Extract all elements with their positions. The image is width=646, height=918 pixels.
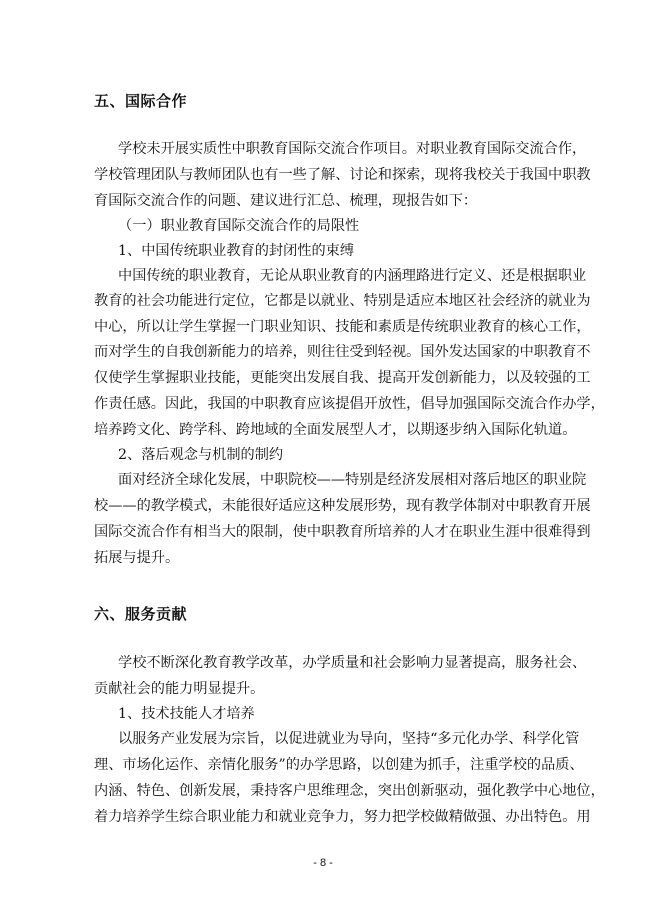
item-title: 1、技术技能人才培养	[118, 706, 255, 722]
paragraph-line: 国际交流合作有相当大的限制，使中职教育所培养的人才在职业生涯中很难得到	[94, 524, 591, 540]
page-number: - 8 -	[313, 857, 333, 869]
item-title: 1、中国传统职业教育的封闭性的束缚	[118, 243, 355, 259]
paragraph-line: 面对经济全球化发展，中职院校——特别是经济发展相对落后地区的职业院	[118, 472, 587, 488]
paragraph-line: 培养跨文化、跨学科、跨地域的全面发展型人才，以期逐步纳入国际化轨道。	[94, 422, 577, 438]
item-title: 2、落后观念与机制的制约	[118, 447, 284, 463]
section-heading-international-cooperation: 五、国际合作	[94, 92, 188, 110]
paragraph-line: 作责任感。因此，我国的中职教育应该提倡开放性，倡导加强国际交流合作办学，	[94, 396, 605, 412]
paragraph-line: 校——的教学模式，未能很好适应这种发展形势，现有教学体制对中职教育开展	[94, 498, 591, 514]
paragraph-line: 以服务产业发展为宗旨，以促进就业为导向，坚持“多元化办学、科学化管	[118, 731, 580, 747]
paragraph-line: 学校管理团队与教师团队也有一些了解、讨论和探索，现将我校关于我国中职教	[94, 167, 591, 183]
paragraph-line: 着力培养学生综合职业能力和就业竞争力，努力把学校做精做强、办出特色。用	[94, 809, 591, 825]
paragraph-line: 仅使学生掌握职业技能，更能突出发展自我、提高开发创新能力，以及较强的工	[94, 370, 591, 386]
paragraph-line: 育国际交流合作的问题、建议进行汇总、梳理，现报告如下：	[94, 193, 478, 209]
paragraph-line: 拓展与提升。	[94, 550, 180, 566]
paragraph-line: 学校不断深化教育教学改革，办学质量和社会影响力显著提高，服务社会、	[118, 655, 587, 671]
paragraph-line: 而对学生的自我创新能力的培养，则往往受到轻视。国外发达国家的中职教育不	[94, 344, 591, 360]
paragraph-line: 中国传统的职业教育，无论从职业教育的内涵理路进行定义、还是根据职业	[118, 268, 587, 284]
paragraph-line: 中心，所以让学生掌握一门职业知识、技能和素质是传统职业教育的核心工作，	[94, 319, 591, 335]
paragraph-line: 教育的社会功能进行定位，它都是以就业、特别是适应本地区社会经济的就业为	[94, 293, 591, 309]
paragraph-line: 学校未开展实质性中职教育国际交流合作项目。对职业教育国际交流合作，	[118, 141, 587, 157]
subsection-title: （一）职业教育国际交流合作的局限性	[118, 218, 360, 234]
section-heading-service-contribution: 六、服务贡献	[94, 605, 188, 623]
paragraph-line: 内涵、特色、创新发展，秉持客户思维理念，突出创新驱动，强化教学中心地位，	[94, 783, 605, 799]
paragraph-line: 贡献社会的能力明显提升。	[94, 681, 265, 697]
paragraph-line: 理、市场化运作、亲情化服务”的办学思路，以创建为抓手，注重学校的品质、	[94, 757, 584, 773]
